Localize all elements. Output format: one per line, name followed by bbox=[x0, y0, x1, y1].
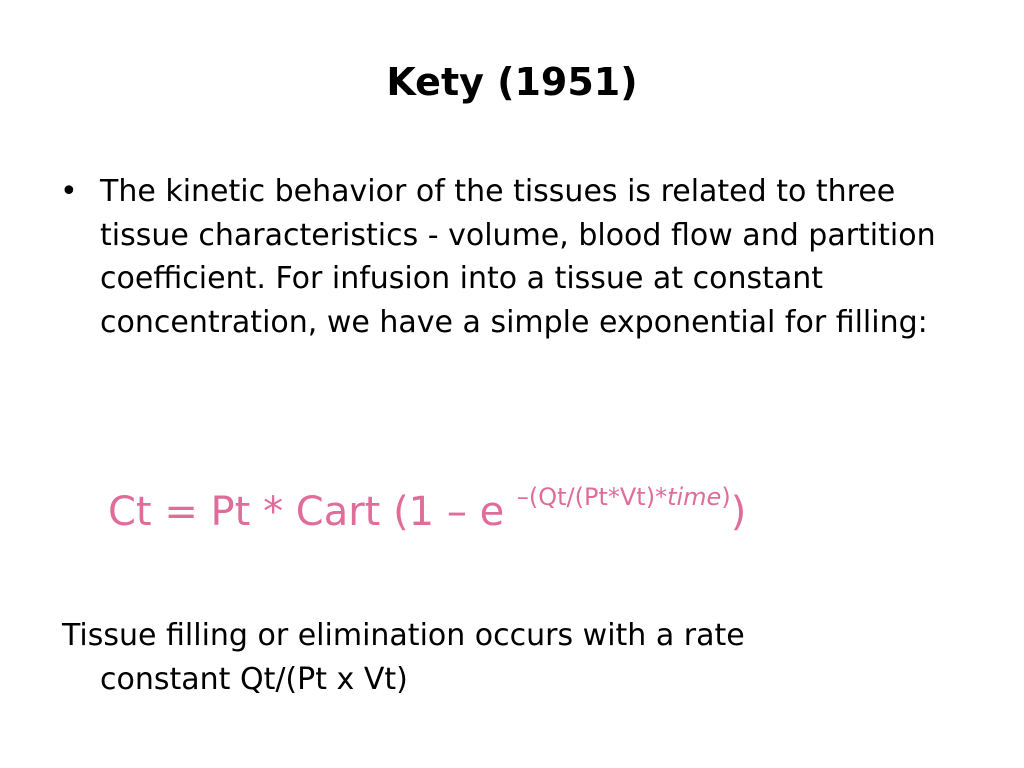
equation-close: ) bbox=[730, 489, 747, 535]
slide-title: Kety (1951) bbox=[386, 60, 638, 104]
conclusion-line-2: constant Qt/(Pt x Vt) bbox=[100, 661, 408, 697]
equation-exponent-close: ) bbox=[721, 483, 731, 511]
equation-exponent-time: time bbox=[667, 483, 722, 511]
equation bbox=[108, 484, 746, 545]
conclusion-paragraph bbox=[62, 614, 982, 701]
bullet-text: The kinetic behavior of the tissues is related to three tissue characteristics - volume, blood flow and partition coefficient. For infusion into a tissue at constant concentration, we have a simple exponential for filling: bbox=[100, 174, 936, 340]
equation-base: Ct = Pt * Cart (1 – e bbox=[108, 489, 517, 535]
equation-exponent bbox=[517, 483, 731, 511]
bullet-marker: • bbox=[60, 174, 78, 209]
equation-exponent-main: –(Qt/(Pt*Vt)* bbox=[516, 483, 668, 511]
conclusion-line-1: Tissue filling or elimination occurs with a rate bbox=[62, 618, 745, 653]
